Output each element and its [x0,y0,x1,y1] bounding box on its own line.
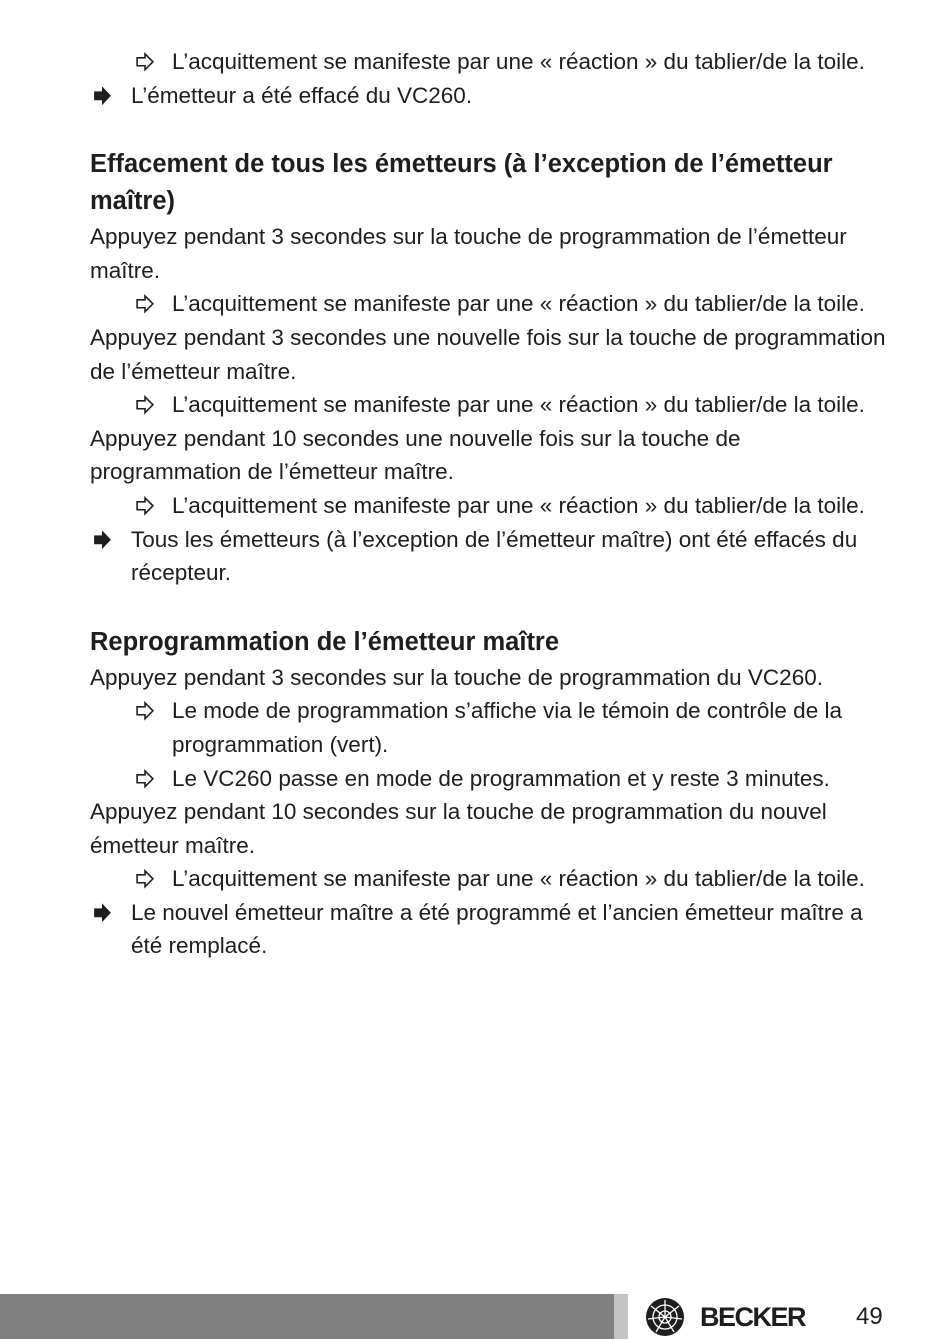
section-reprogram-master [90,624,890,963]
final-result-line [90,523,890,590]
hollow-arrow-icon [134,388,158,422]
section-heading: Effacement de tous les émetteurs (à l’exception de l’émetteur maître) [90,150,833,216]
final-result-text: Tous les émetteurs (à l’exception de l’émetteur maître) ont été effacés du récepteur. [131,526,858,586]
solid-arrow-icon [92,523,114,557]
result-line [90,862,890,896]
section-heading: Reprogrammation de l’émetteur maître [90,627,560,656]
top-block [90,45,890,112]
result-text: Le mode de programmation s’affiche via le témoin de contrôle de la programmation (vert). [172,698,842,757]
final-result-line [90,896,890,963]
hollow-arrow-icon [134,489,158,523]
hollow-arrow-icon [134,45,158,79]
section-body [90,220,890,590]
result-line [90,694,890,761]
footer-bar [0,1294,614,1339]
page-number: 49 [856,1303,883,1330]
hollow-arrow-icon [134,862,158,896]
result-text: Le VC260 passe en mode de programmation et y reste 3 minutes. [172,765,830,791]
instruction-step: Appuyez pendant 10 secondes sur la touche de programmation du nouvel émetteur maître. [90,799,827,858]
instruction-step: Appuyez pendant 3 secondes une nouvelle fois sur la touche de programmation de l’émetteur maître. [90,324,886,384]
final-result-line [90,79,890,113]
result-line [90,489,890,523]
result-text: L’acquittement se manifeste par une « réaction » du tablier/de la toile. [172,49,865,74]
result-line [90,388,890,422]
result-text: L’acquittement se manifeste par une « réaction » du tablier/de la toile. [172,392,865,418]
result-text: L’acquittement se manifeste par une « réaction » du tablier/de la toile. [172,291,865,317]
instruction-step: Appuyez pendant 10 secondes une nouvelle fois sur la touche de programmation de l’émetteur maître. [90,425,741,485]
result-line [90,45,890,79]
manual-page [90,45,890,963]
final-result-text: Le nouvel émetteur maître a été programmé et l’ancien émetteur maître a été remplacé. [131,899,863,959]
section-body [90,661,890,963]
result-text: L’acquittement se manifeste par une « réaction » du tablier/de la toile. [172,866,865,892]
section-delete-all-transmitters [90,146,890,590]
result-line [90,762,890,796]
becker-logo-icon [645,1297,685,1337]
instruction-step: Appuyez pendant 3 secondes sur la touche de programmation du VC260. [90,664,823,690]
result-text: L’acquittement se manifeste par une « réaction » du tablier/de la toile. [172,492,865,518]
result-line [90,287,890,321]
hollow-arrow-icon [134,287,158,321]
hollow-arrow-icon [134,762,158,796]
solid-arrow-icon [92,79,114,113]
brand-name: BECKER [700,1302,806,1332]
solid-arrow-icon [92,896,114,930]
instruction-step: Appuyez pendant 3 secondes sur la touche de programmation de l’émetteur maître. [90,224,847,283]
hollow-arrow-icon [134,694,158,728]
footer-bar-accent [614,1294,628,1339]
final-result-text: L’émetteur a été effacé du VC260. [131,82,473,108]
